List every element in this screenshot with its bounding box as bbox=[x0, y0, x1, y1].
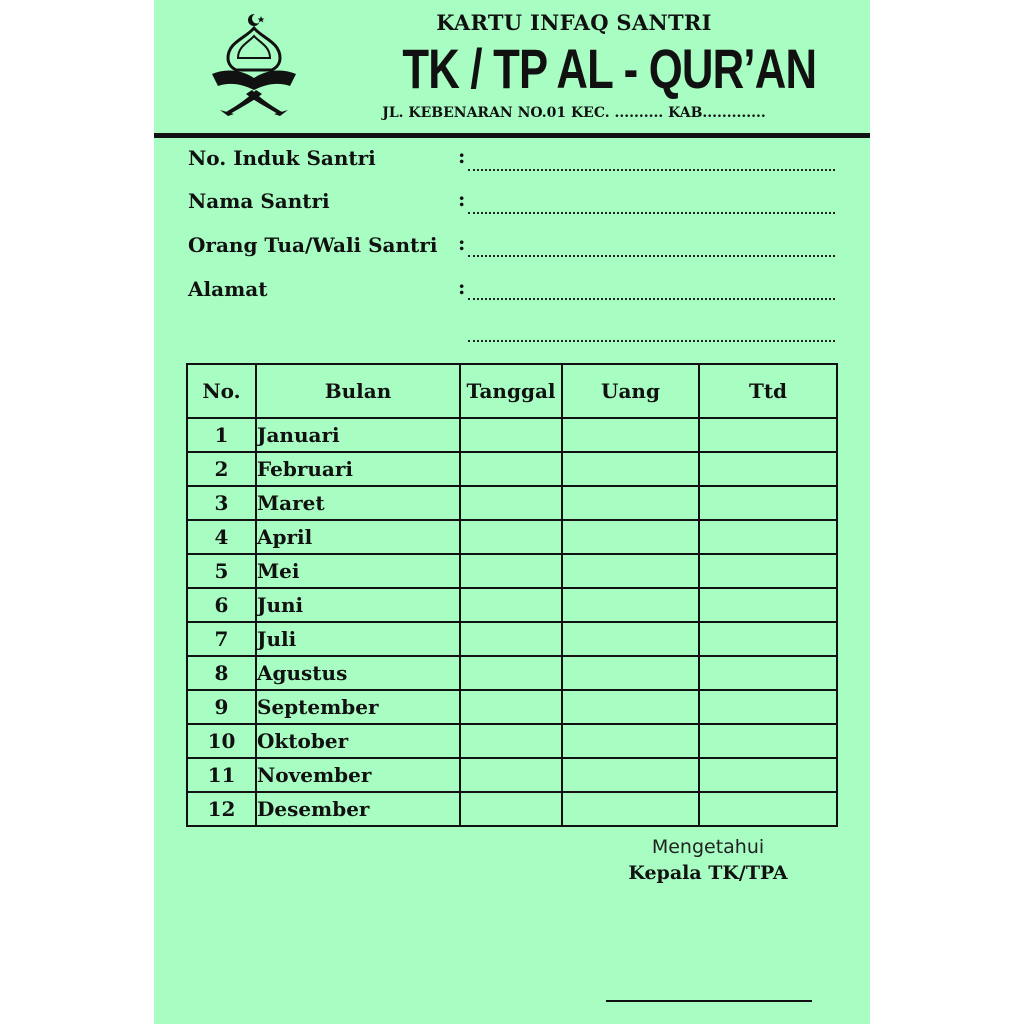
row-bulan: Januari bbox=[256, 418, 460, 452]
cell-ttd[interactable] bbox=[699, 690, 837, 724]
field-line-nama[interactable] bbox=[468, 212, 835, 214]
cell-tanggal[interactable] bbox=[460, 690, 562, 724]
field-label-no-induk: No. Induk Santri bbox=[188, 146, 376, 170]
cell-uang[interactable] bbox=[562, 452, 699, 486]
table-row bbox=[187, 724, 837, 758]
cell-ttd[interactable] bbox=[699, 418, 837, 452]
cell-tanggal[interactable] bbox=[460, 656, 562, 690]
cell-ttd[interactable] bbox=[699, 588, 837, 622]
table-row bbox=[187, 554, 837, 588]
cell-ttd[interactable] bbox=[699, 792, 837, 826]
column-header-bulan: Bulan bbox=[256, 364, 460, 418]
cell-uang[interactable] bbox=[562, 758, 699, 792]
cell-uang[interactable] bbox=[562, 792, 699, 826]
cell-tanggal[interactable] bbox=[460, 588, 562, 622]
table-row bbox=[187, 792, 837, 826]
row-bulan: Agustus bbox=[256, 656, 460, 690]
cell-tanggal[interactable] bbox=[460, 520, 562, 554]
row-no: 2 bbox=[187, 452, 256, 486]
table-row bbox=[187, 452, 837, 486]
table-header-row bbox=[187, 364, 837, 418]
cell-uang[interactable] bbox=[562, 690, 699, 724]
cell-uang[interactable] bbox=[562, 486, 699, 520]
field-label-nama: Nama Santri bbox=[188, 189, 330, 213]
cell-ttd[interactable] bbox=[699, 554, 837, 588]
infaq-table bbox=[186, 363, 838, 827]
institution-address: JL. KEBENARAN NO.01 KEC. .......... KAB............. bbox=[382, 105, 766, 121]
table-row bbox=[187, 588, 837, 622]
row-bulan: April bbox=[256, 520, 460, 554]
row-no: 10 bbox=[187, 724, 256, 758]
table-row bbox=[187, 758, 837, 792]
row-bulan: Oktober bbox=[256, 724, 460, 758]
field-line-orang-tua[interactable] bbox=[468, 255, 835, 257]
cell-ttd[interactable] bbox=[699, 452, 837, 486]
cell-tanggal[interactable] bbox=[460, 792, 562, 826]
row-bulan: Mei bbox=[256, 554, 460, 588]
row-no: 1 bbox=[187, 418, 256, 452]
cell-tanggal[interactable] bbox=[460, 758, 562, 792]
column-header-tanggal: Tanggal bbox=[460, 364, 562, 418]
cell-uang[interactable] bbox=[562, 418, 699, 452]
headmaster-label: Kepala TK/TPA bbox=[628, 862, 788, 884]
cell-ttd[interactable] bbox=[699, 724, 837, 758]
field-colon: : bbox=[458, 144, 466, 168]
column-header-uang: Uang bbox=[562, 364, 699, 418]
table-row bbox=[187, 622, 837, 656]
mosque-quran-icon bbox=[206, 12, 302, 116]
field-colon: : bbox=[458, 275, 466, 299]
row-bulan: November bbox=[256, 758, 460, 792]
row-no: 8 bbox=[187, 656, 256, 690]
column-header-ttd: Ttd bbox=[699, 364, 837, 418]
row-bulan: Juni bbox=[256, 588, 460, 622]
table-row bbox=[187, 418, 837, 452]
cell-uang[interactable] bbox=[562, 554, 699, 588]
row-bulan: Juli bbox=[256, 622, 460, 656]
cell-uang[interactable] bbox=[562, 520, 699, 554]
cell-ttd[interactable] bbox=[699, 520, 837, 554]
field-line-no-induk[interactable] bbox=[468, 169, 835, 171]
row-no: 12 bbox=[187, 792, 256, 826]
cell-uang[interactable] bbox=[562, 622, 699, 656]
row-no: 4 bbox=[187, 520, 256, 554]
row-no: 9 bbox=[187, 690, 256, 724]
table-row bbox=[187, 690, 837, 724]
cell-uang[interactable] bbox=[562, 656, 699, 690]
row-no: 7 bbox=[187, 622, 256, 656]
row-no: 5 bbox=[187, 554, 256, 588]
cell-tanggal[interactable] bbox=[460, 554, 562, 588]
cell-ttd[interactable] bbox=[699, 622, 837, 656]
row-no: 6 bbox=[187, 588, 256, 622]
signature-line[interactable] bbox=[606, 1000, 812, 1002]
row-bulan: September bbox=[256, 690, 460, 724]
row-bulan: Februari bbox=[256, 452, 460, 486]
table-row bbox=[187, 520, 837, 554]
table-row bbox=[187, 486, 837, 520]
row-no: 11 bbox=[187, 758, 256, 792]
cell-ttd[interactable] bbox=[699, 758, 837, 792]
header-divider bbox=[154, 133, 870, 138]
infaq-card bbox=[154, 0, 870, 1024]
institution-title: TK / TP AL - QUR’AN bbox=[402, 37, 817, 100]
field-line-alamat-2[interactable] bbox=[468, 340, 835, 342]
row-bulan: Maret bbox=[256, 486, 460, 520]
cell-tanggal[interactable] bbox=[460, 724, 562, 758]
acknowledged-label: Mengetahui bbox=[651, 836, 765, 858]
card-subtitle: KARTU INFAQ SANTRI bbox=[436, 10, 712, 35]
field-colon: : bbox=[458, 187, 466, 211]
cell-ttd[interactable] bbox=[699, 486, 837, 520]
column-header-no: No. bbox=[187, 364, 256, 418]
cell-uang[interactable] bbox=[562, 588, 699, 622]
cell-tanggal[interactable] bbox=[460, 452, 562, 486]
field-label-orang-tua: Orang Tua/Wali Santri bbox=[188, 233, 438, 257]
row-bulan: Desember bbox=[256, 792, 460, 826]
field-colon: : bbox=[458, 231, 466, 255]
field-label-alamat: Alamat bbox=[188, 277, 268, 301]
cell-uang[interactable] bbox=[562, 724, 699, 758]
table-row bbox=[187, 656, 837, 690]
cell-ttd[interactable] bbox=[699, 656, 837, 690]
field-line-alamat[interactable] bbox=[468, 298, 835, 300]
cell-tanggal[interactable] bbox=[460, 418, 562, 452]
cell-tanggal[interactable] bbox=[460, 622, 562, 656]
row-no: 3 bbox=[187, 486, 256, 520]
cell-tanggal[interactable] bbox=[460, 486, 562, 520]
